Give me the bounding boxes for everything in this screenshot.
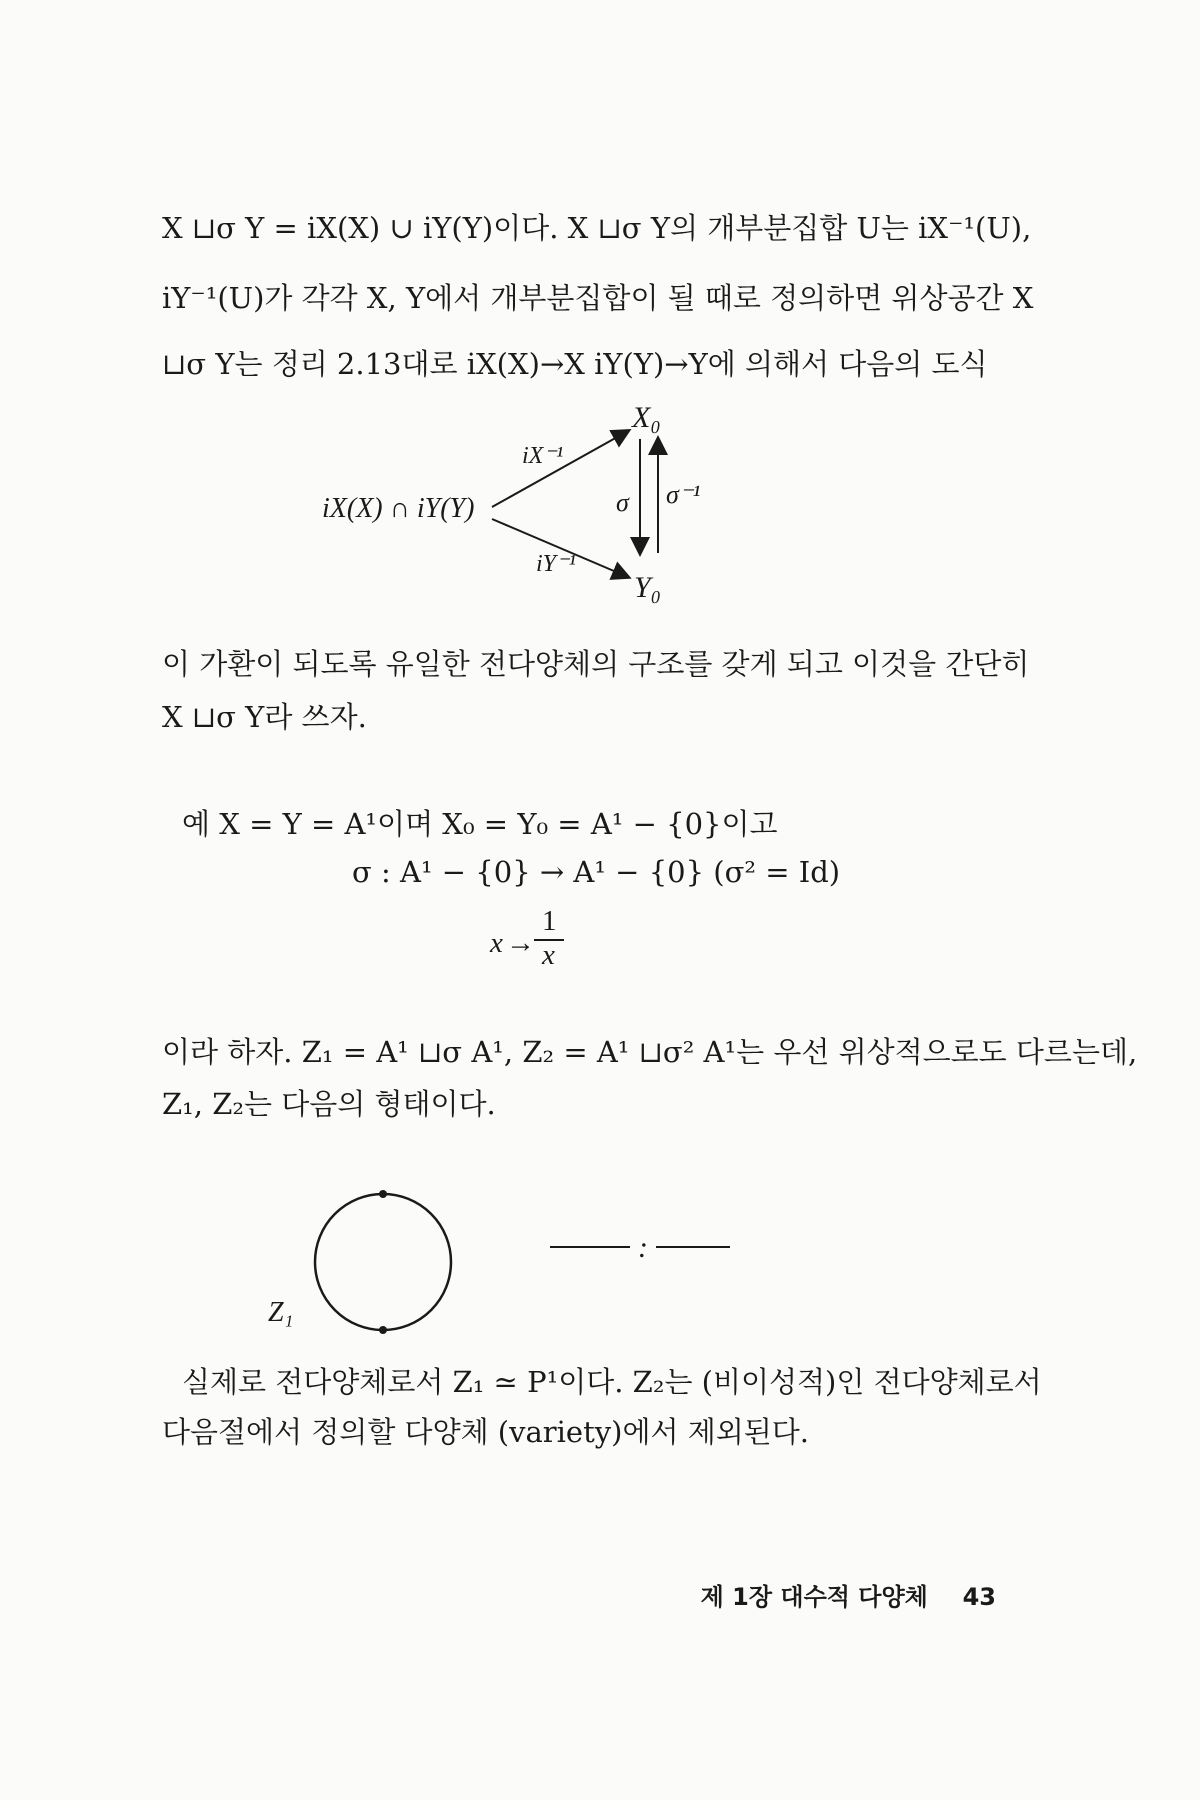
target-top: X₀ bbox=[632, 401, 661, 434]
paragraph4-line2: 다음절에서 정의할 다양체 (variety)에서 제외된다. bbox=[162, 1415, 809, 1449]
paragraph1-line3: ⊔σ Y는 정리 2.13대로 iX(X)→X iY(Y)→Y에 의해서 다음의 도식 bbox=[162, 347, 988, 381]
map-denominator: x bbox=[542, 939, 555, 971]
figure-z1-z2 bbox=[0, 1185, 1200, 1345]
diagram-source: iX(X) ∩ iY(Y) bbox=[322, 493, 475, 524]
paragraph2-line2: X ⊔σ Y라 쓰자. bbox=[162, 700, 367, 734]
z1-label: Z₁ bbox=[268, 1297, 294, 1328]
z1-circle bbox=[315, 1194, 451, 1330]
paragraph1-line1: X ⊔σ Y = iX(X) ∪ iY(Y)이다. X ⊔σ Y의 개부분집합 U는 iX⁻¹(U), bbox=[162, 211, 1032, 245]
paragraph2-line1: 이 가환이 되도록 유일한 전다양체의 구조를 갖게 되고 이것을 간단히 bbox=[162, 647, 1030, 681]
commutative-diagram bbox=[0, 395, 1200, 625]
example-line1: 예 X = Y = A¹이며 X₀ = Y₀ = A¹ − {0}이고 bbox=[182, 807, 778, 841]
map-variable: x bbox=[490, 927, 503, 959]
page-footer bbox=[701, 1577, 996, 1612]
paragraph4-line1: 실제로 전다양체로서 Z₁ ≃ P¹이다. Z₂는 (비이성적)인 전다양체로서 bbox=[182, 1365, 1042, 1399]
example-map bbox=[490, 905, 610, 975]
paragraph3-line2: Z₁, Z₂는 다음의 형태이다. bbox=[162, 1087, 496, 1121]
sigma-inverse-label: σ⁻¹ bbox=[666, 480, 701, 509]
sigma-label: σ bbox=[616, 488, 629, 517]
chapter-title: 제 1장 대수적 다양체 bbox=[700, 1583, 928, 1611]
z1-top-point bbox=[379, 1190, 387, 1198]
z1-bottom-point bbox=[379, 1326, 387, 1334]
page-number: 43 bbox=[962, 1583, 996, 1611]
paragraph1-line2: iY⁻¹(U)가 각각 X, Y에서 개부분집합이 될 때로 정의하면 위상공간 X bbox=[162, 281, 1034, 315]
z2-colon: : bbox=[638, 1231, 648, 1264]
top-arrow-label: iX⁻¹ bbox=[522, 443, 564, 469]
map-arrow: → bbox=[506, 927, 535, 959]
example-line2: σ : A¹ − {0} → A¹ − {0} (σ² = Id) bbox=[352, 855, 841, 889]
target-bottom: Y₀ bbox=[634, 571, 662, 604]
map-numerator: 1 bbox=[542, 905, 557, 937]
bottom-arrow-label: iY⁻¹ bbox=[536, 551, 576, 577]
paragraph3-line1: 이라 하자. Z₁ = A¹ ⊔σ A¹, Z₂ = A¹ ⊔σ² A¹는 우선 위상적으로도 다르는데, bbox=[162, 1035, 1138, 1069]
